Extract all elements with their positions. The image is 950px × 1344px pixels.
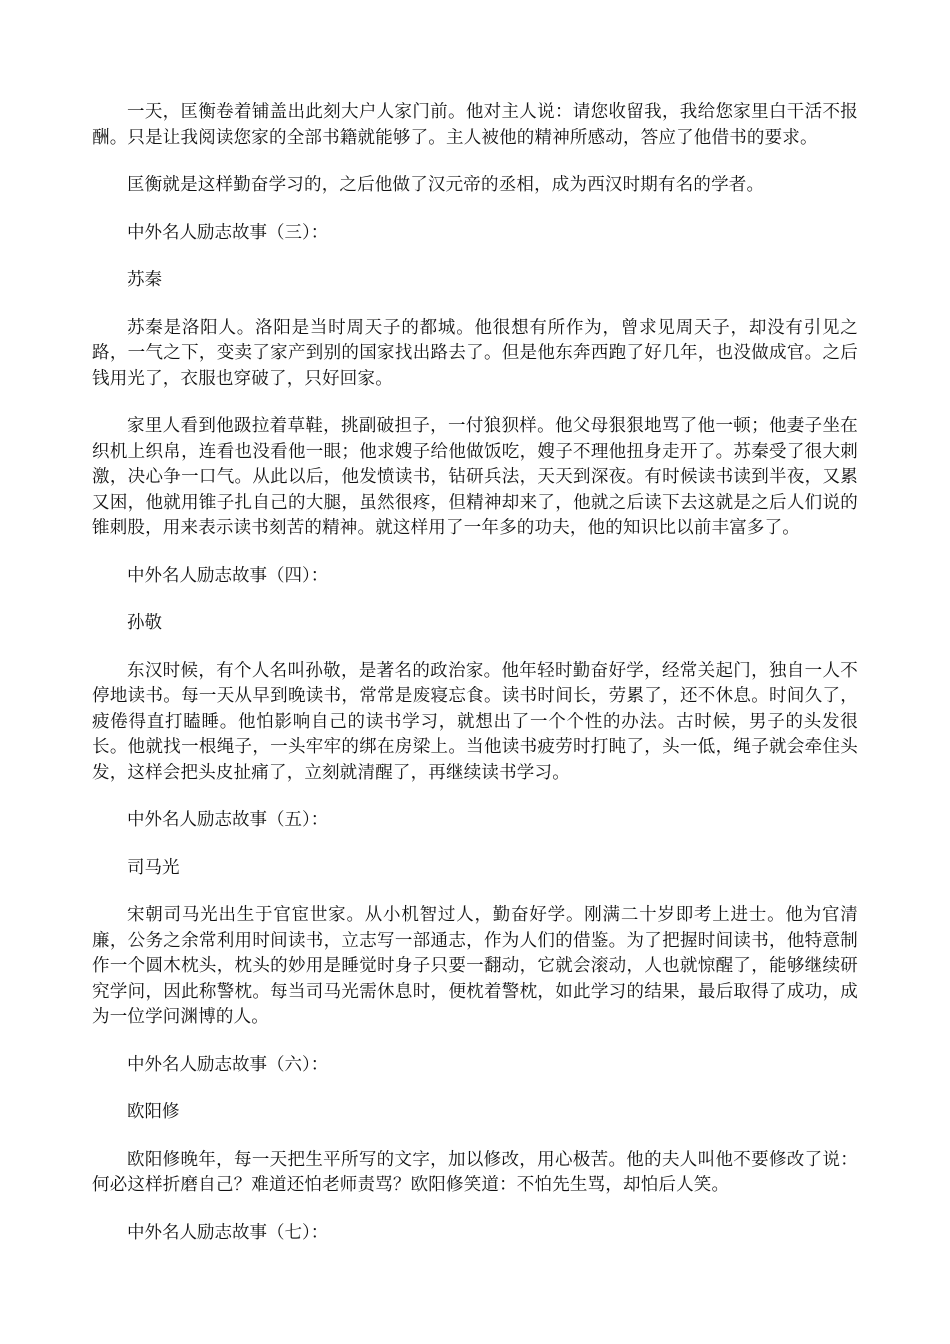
section-heading-5: 中外名人励志故事（五）： xyxy=(127,810,329,830)
section-heading-3: 中外名人励志故事（三）： xyxy=(127,222,329,243)
section-heading-6: 中外名人励志故事（六）： xyxy=(127,1054,329,1075)
paragraph-kuangheng-borrow-books: 一天，匡衡卷着铺盖出此刻大户人家门前。他对主人说：请您收留我，我给您家里白干活不报酬。只是让我阅读您家的全部书籍就能够了。主人被他的精神所感动，答应了他借书的要求。 xyxy=(92,102,858,148)
paragraph-simaguang: 宋朝司马光出生于官宦世家。从小机智过人，勤奋好学。刚满二十岁即考上进士。他为官清廉，公务之余常利用时间读书，立志写一部通志，作为人们的借鉴。为了把握时间读书，他特意制作一个圆木枕头，枕头的妙用是睡觉时身子只要一翻动，它就会滚动，人也就惊醒了，能够继续研究学问，因此称警枕。每当司马光需休息时，便枕着警枕，如此学习的结果，最后取得了成功，成为一位学问渊博的人。 xyxy=(92,905,858,1027)
section-heading-4: 中外名人励志故事（四）： xyxy=(127,565,329,586)
person-name-simaguang: 司马光 xyxy=(127,857,180,878)
person-name-sunjing: 孙敬 xyxy=(127,613,162,633)
paragraph-suqin-2: 家里人看到他趿拉着草鞋，挑副破担子，一付狼狈样。他父母狠狠地骂了他一顿；他妻子坐在织机上织帛，连看也没看他一眼；他求嫂子给他做饭吃，嫂子不理他扭身走开了。苏秦受了很大刺激，决心争一口气。从此以后，他发愤读书，钻研兵法，天天到深夜。有时候读书读到半夜，又累又困，他就用锥子扎自己的大腿，虽然很疼，但精神却来了，他就之后读下去这就是之后人们说的锥刺股，用来表示读书刻苦的精神。就这样用了一年多的功夫，他的知识比以前丰富多了。 xyxy=(92,416,858,538)
person-name-suqin: 苏秦 xyxy=(127,270,162,290)
person-name-ouyangxiu: 欧阳修 xyxy=(127,1102,180,1122)
section-heading-7: 中外名人励志故事（七）： xyxy=(127,1222,329,1243)
paragraph-ouyangxiu: 欧阳修晚年，每一天把生平所写的文字，加以修改，用心极苦。他的夫人叫他不要修改了说：何必这样折磨自己？难道还怕老师责骂？欧阳修笑道：不怕先生骂，却怕后人笑。 xyxy=(92,1149,858,1195)
document-body xyxy=(92,100,858,1268)
paragraph-suqin-1: 苏秦是洛阳人。洛阳是当时周天子的都城。他很想有所作为，曾求见周天子，却没有引见之路，一气之下，变卖了家产到别的国家找出路去了。但是他东奔西跑了好几年，也没做成官。之后钱用光了，衣服也穿破了，只好回家。 xyxy=(92,317,858,389)
paragraph-sunjing: 东汉时候，有个人名叫孙敬，是著名的政治家。他年轻时勤奋好学，经常关起门，独自一人不停地读书。每一天从早到晚读书，常常是废寝忘食。读书时间长，劳累了，还不休息。时间久了，疲倦得直打瞌睡。他怕影响自己的读书学习，就想出了一个个性的办法。古时候，男子的头发很长。他就找一根绳子，一头牢牢的绑在房梁上。当他读书疲劳时打盹了，头一低，绳子就会牵住头发，这样会把头皮扯痛了，立刻就清醒了，再继续读书学习。 xyxy=(92,660,858,783)
paragraph-kuangheng-conclusion: 匡衡就是这样勤奋学习的，之后他做了汉元帝的丞相，成为西汉时期有名的学者。 xyxy=(127,175,765,195)
